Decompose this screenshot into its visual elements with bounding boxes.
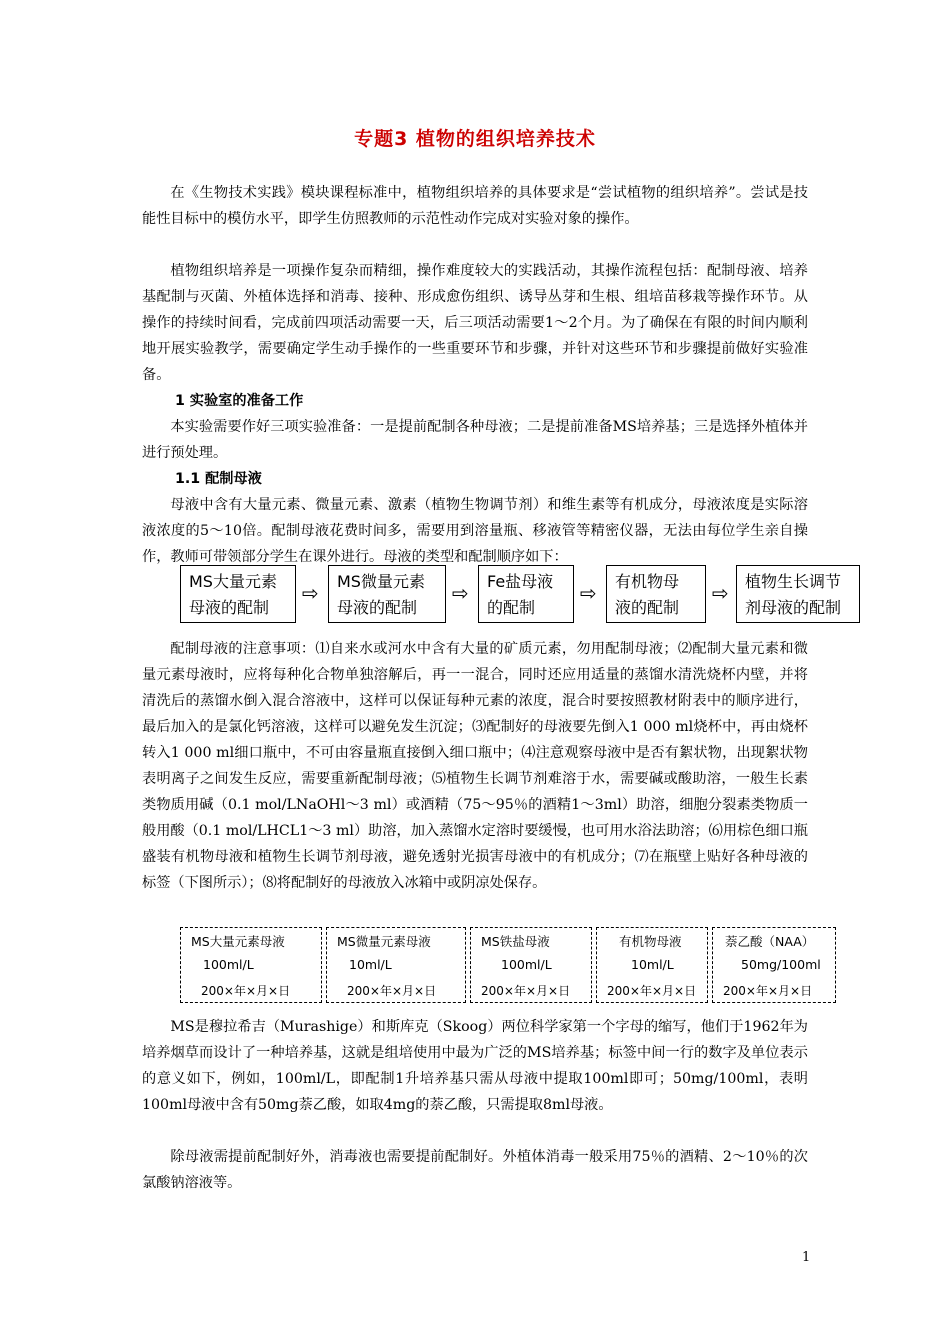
stock-solution-flowchart	[180, 565, 860, 627]
flow-step-fe-salt: Fe盐母液 的配制	[478, 565, 574, 623]
flow-step-macro: MS大量元素 母液的配制	[180, 565, 296, 623]
flow-arrow-icon: ⇨	[712, 581, 729, 605]
paragraph-intro: 在《生物技术实践》模块课程标准中，植物组织培养的具体要求是“尝试植物的组织培养”。尝试是技能性目标中的模仿水平，即学生仿照教师的示范性动作完成对实验对象的操作。	[142, 185, 808, 227]
paragraph-ms-explanation: MS是穆拉希吉（Murashige）和斯库克（Skoog）两位科学家第一个字母的缩写，他们于1962年为培养烟草而设计了一种培养基，这就是组培使用中最为广泛的MS培养基；标签中间一行的数字及单位表示的意义如下，例如，100ml/L，即配制1升培养基只需从母液中提取100ml即可；50mg/100ml，表明100ml母液中含有50mg萘乙酸，如取4mg的萘乙酸，只需提取8ml母液。	[142, 1019, 808, 1113]
page-title: 专题3 植物的组织培养技术	[354, 128, 596, 150]
flow-step-organic: 有机物母 液的配制	[606, 565, 706, 623]
section-heading-1-1: 1.1 配制母液	[175, 471, 262, 487]
label-naa: 萘乙酸（NAA） 50mg/100ml 200×年×月×日	[712, 927, 836, 1003]
label-micro: MS微量元素母液 10ml/L 200×年×月×日	[326, 927, 466, 1003]
paragraph-preparation: 本实验需要作好三项实验准备：一是提前配制各种母液；二是提前准备MS培养基；三是选择外植体并进行预处理。	[142, 419, 808, 461]
flow-step-micro: MS微量元素 母液的配制	[328, 565, 446, 623]
label-organic: 有机物母液 10ml/L 200×年×月×日	[596, 927, 708, 1003]
flow-step-growth-regulator: 植物生长调节 剂母液的配制	[736, 565, 860, 623]
paragraph-disinfectant: 除母液需提前配制好外，消毒液也需要提前配制好。外植体消毒一般采用75％的酒精、2～10％的次氯酸钠溶液等。	[142, 1149, 808, 1191]
section-heading-1: 1 实验室的准备工作	[175, 393, 304, 409]
paragraph-precautions: 配制母液的注意事项：⑴自来水或河水中含有大量的矿质元素，勿用配制母液；⑵配制大量元素和微量元素母液时，应将每种化合物单独溶解后，再一一混合，同时还应用适量的蒸馏水清洗烧杯内壁，并将清洗后的蒸馏水倒入混合溶液中，这样可以保证每种元素的浓度，混合时要按照教材附表中的顺序进行，最后加入的是氯化钙溶液，这样可以避免发生沉淀；⑶配制好的母液要先倒入1 000 ml烧杯中，再由烧杯转入1 000 ml细口瓶中，不可由容量瓶直接倒入细口瓶中；⑷注意观察母液中是否有絮状物，出现絮状物表明离子之间发生反应，需要重新配制母液；⑸植物生长调节剂难溶于水，需要碱或酸助溶，一般生长素类物质用碱（0.1 mol/LNaOHl～3 ml）或酒精（75～95％的酒精1～3ml）助溶，细胞分裂素类物质一般用酸（0.1 mol/LHCL1～3 ml）助溶，加入蒸馏水定溶时要缓慢，也可用水浴法助溶；⑹用棕色细口瓶盛装有机物母液和植物生长调节剂母液，避免透射光损害母液中的有机成分；⑺在瓶壁上贴好各种母液的标签（下图所示）；⑻将配制好的母液放入冰箱中或阴凉处保存。	[142, 641, 808, 891]
page-number: 1	[802, 1250, 811, 1265]
label-iron: MS铁盐母液 100ml/L 200×年×月×日	[470, 927, 592, 1003]
stock-solution-labels	[180, 927, 840, 1005]
flow-arrow-icon: ⇨	[580, 581, 597, 605]
paragraph-stock-solution: 母液中含有大量元素、微量元素、激素（植物生物调节剂）和维生素等有机成分，母液浓度是实际溶液浓度的5～10倍。配制母液花费时间多，需要用到溶量瓶、移液管等精密仪器，无法由每位学生亲自操作，教师可带领部分学生在课外进行。母液的类型和配制顺序如下：	[142, 497, 808, 565]
paragraph-procedure: 植物组织培养是一项操作复杂而精细，操作难度较大的实践活动，其操作流程包括：配制母液、培养基配制与灭菌、外植体选择和消毒、接种、形成愈伤组织、诱导丛芽和生根、组培苗移栽等操作环节。从操作的持续时间看，完成前四项活动需要一天，后三项活动需要1～2个月。为了确保在有限的时间内顺利地开展实验教学，需要确定学生动手操作的一些重要环节和步骤，并针对这些环节和步骤提前做好实验准备。	[142, 263, 808, 383]
flow-arrow-icon: ⇨	[302, 581, 319, 605]
flow-arrow-icon: ⇨	[452, 581, 469, 605]
label-macro: MS大量元素母液 100ml/L 200×年×月×日	[180, 927, 322, 1003]
